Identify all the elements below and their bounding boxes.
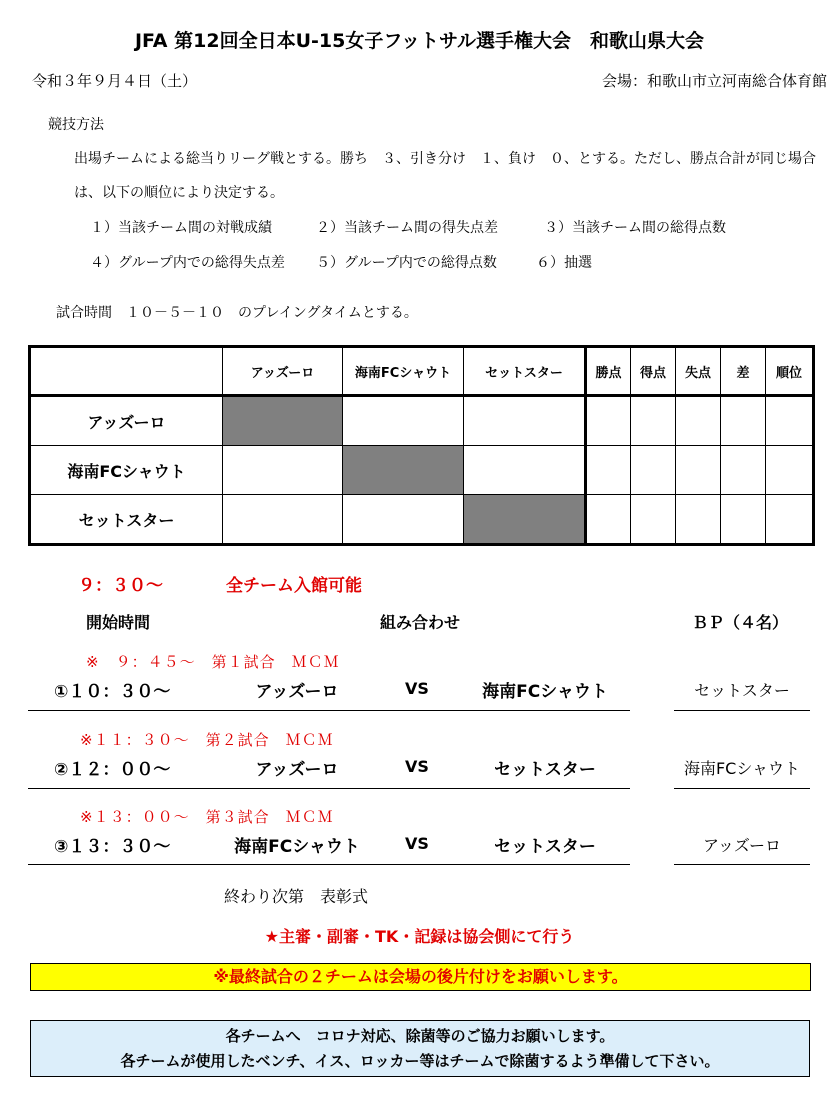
stat-cell <box>721 446 766 495</box>
bp-team: アッズーロ <box>702 836 782 855</box>
away-team: セットスター <box>494 837 596 857</box>
match-time: ①１０：３０～ <box>54 682 171 702</box>
match-note: ※１１：３０～ 第２試合 ＭＣＭ <box>80 731 334 749</box>
table-row <box>30 446 814 495</box>
stat-cell <box>586 495 631 545</box>
col-stat: 順位 <box>766 347 814 396</box>
criterion-3: ３）当該チーム間の総得点数 <box>544 220 726 236</box>
header-start-time: 開始時間 <box>86 613 151 632</box>
stat-cell <box>631 495 676 545</box>
result-cell <box>223 446 343 495</box>
stat-cell <box>721 495 766 545</box>
criterion-2: ２）当該チーム間の得失点差 <box>316 220 498 236</box>
match-time: ③１３：３０～ <box>54 837 171 857</box>
away-team: セットスター <box>494 760 596 780</box>
stat-cell <box>676 446 721 495</box>
stat-cell <box>676 396 721 446</box>
cleanup-notice: ※最終試合の２チームは会場の後片付けをお願いします。 <box>30 963 811 991</box>
header-bp: ＢＰ（４名） <box>692 613 789 632</box>
stat-cell <box>676 495 721 545</box>
award-ceremony: 終わり次第 表彰式 <box>224 887 369 906</box>
criterion-5: ５）グループ内での総得点数 <box>316 255 497 271</box>
covid-notice-line1: 各チームへ コロナ対応、除菌等のご協力お願いします。 <box>225 1027 615 1045</box>
col-stat: 失点 <box>676 347 721 396</box>
rules-heading: 競技方法 <box>48 117 104 133</box>
table-row <box>30 495 814 545</box>
covid-notice-line2: 各チームが使用したベンチ、イス、ロッカー等はチームで除菌するよう準備して下さい。 <box>120 1052 720 1070</box>
table-corner <box>30 347 223 396</box>
result-cell <box>464 396 586 446</box>
open-time: ９：３０～ <box>78 576 163 596</box>
stat-cell <box>586 396 631 446</box>
divider <box>674 788 810 789</box>
blocked-cell <box>223 396 343 446</box>
blocked-cell <box>343 446 464 495</box>
bp-team: セットスター <box>694 681 790 700</box>
stat-cell <box>721 396 766 446</box>
criterion-6: ６）抽選 <box>536 255 592 271</box>
stat-cell <box>586 446 631 495</box>
result-cell <box>343 495 464 545</box>
stat-cell <box>631 446 676 495</box>
vs-label: VS <box>405 679 429 698</box>
row-team: 海南FCシャウト <box>30 446 223 495</box>
covid-notice <box>30 1020 810 1077</box>
divider <box>28 788 630 789</box>
home-team: アッズーロ <box>255 760 339 780</box>
match-time: ②１２：００～ <box>54 760 171 780</box>
vs-label: VS <box>405 834 429 853</box>
home-team: 海南FCシャウト <box>234 837 360 857</box>
vs-label: VS <box>405 757 429 776</box>
result-cell <box>464 446 586 495</box>
row-team: アッズーロ <box>30 396 223 446</box>
bp-team: 海南FCシャウト <box>683 759 801 778</box>
league-table <box>28 345 815 546</box>
divider <box>28 864 630 865</box>
divider <box>28 710 630 711</box>
col-stat: 差 <box>721 347 766 396</box>
col-team: セットスター <box>464 347 586 396</box>
rules-text-line2: は、以下の順位により決定する。 <box>74 185 284 201</box>
rules-text-line1: 出場チームによる総当りリーグ戦とする。勝ち ３、引き分け １、負け ０、とする。ただし、勝点合計が同じ場合 <box>74 151 816 167</box>
col-stat: 得点 <box>631 347 676 396</box>
divider <box>674 864 810 865</box>
event-venue: 会場：和歌山市立河南総合体育館 <box>601 72 827 90</box>
criterion-4: ４）グループ内での総得失点差 <box>90 255 285 271</box>
result-cell <box>343 396 464 446</box>
col-team: アッズーロ <box>223 347 343 396</box>
criterion-1: １）当該チーム間の対戦成績 <box>90 220 272 236</box>
home-team: アッズーロ <box>255 682 339 702</box>
page-title: JFA 第12回全日本U-15女子フットサル選手権大会 和歌山県大会 <box>134 30 705 52</box>
match-note: ※１３：００～ 第３試合 ＭＣＭ <box>80 808 334 826</box>
stat-cell <box>766 396 814 446</box>
result-cell <box>223 495 343 545</box>
col-stat: 勝点 <box>586 347 631 396</box>
col-team: 海南FCシャウト <box>343 347 464 396</box>
table-row <box>30 396 814 446</box>
blocked-cell <box>464 495 586 545</box>
event-date: 令和３年９月４日（土） <box>32 72 198 90</box>
away-team: 海南FCシャウト <box>482 682 608 702</box>
header-matchup: 組み合わせ <box>380 613 461 632</box>
row-team: セットスター <box>30 495 223 545</box>
stat-cell <box>631 396 676 446</box>
divider <box>674 710 810 711</box>
match-note: ※ ９：４５～ 第１試合 ＭＣＭ <box>86 653 340 671</box>
stat-cell <box>766 495 814 545</box>
officials-note: ★主審・副審・TK・記録は協会側にて行う <box>264 927 575 946</box>
match-duration: 試合時間 １０－５－１０ のプレイングタイムとする。 <box>56 305 418 321</box>
open-text: 全チーム入館可能 <box>226 576 362 596</box>
stat-cell <box>766 446 814 495</box>
